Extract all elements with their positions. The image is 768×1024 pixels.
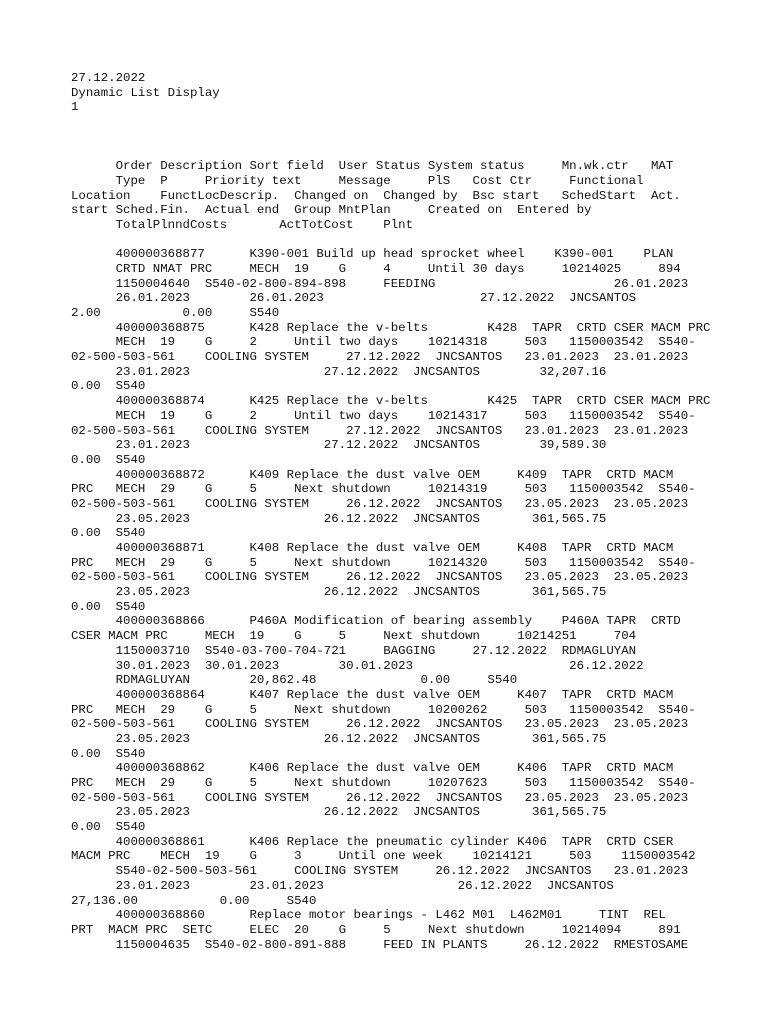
record-line: 23.05.2023 26.12.2022 JNCSANTOS 361,565.75 [71,805,607,820]
page-number: 1 [71,100,79,115]
column-header-line: Location FunctLocDescrip. Changed on Changed by Bsc start SchedStart Act. [71,188,681,203]
record-line: 0.00 S540 [71,526,146,541]
record-line: 27,136.00 0.00 S540 [71,893,317,908]
record-line: PRT MACM PRC SETC ELEC 20 G 5 Next shutdown 10214094 891 [71,922,681,937]
record-line: 1150003710 S540-03-700-704-721 BAGGING 27.12.2022 RDMAGLUYAN [71,643,637,658]
record-line: 02-500-503-561 COOLING SYSTEM 26.12.2022 JNCSANTOS 23.05.2023 23.05.2023 [71,790,689,805]
record-line: MECH 19 G 2 Until two days 10214317 503 1150003542 S540- [71,408,696,423]
record-line: RDMAGLUYAN 20,862.48 0.00 S540 [71,673,518,688]
record-line: CSER MACM PRC MECH 19 G 5 Next shutdown 10214251 704 [71,629,637,644]
record-line: 23.01.2023 23.01.2023 26.12.2022 JNCSANTOS [71,878,614,893]
column-headers [71,159,708,232]
column-header-line: TotalPlnndCosts ActTotCost Plnt [71,217,414,232]
record-line: 400000368871 K408 Replace the dust valve OEM K408 TAPR CRTD MACM [71,541,674,555]
record-line: 400000368860 Replace motor bearings - L462 M01 L462M01 TINT REL [71,908,666,923]
record-line: PRC MECH 29 G 5 Next shutdown 10200262 503 1150003542 S540- [71,702,696,717]
record-line: 0.00 S540 [71,820,146,835]
column-header-line: Order Description Sort field User Status System status Mn.wk.ctr MAT [71,159,674,174]
record-line: PRC MECH 29 G 5 Next shutdown 10214319 503 1150003542 S540- [71,482,696,497]
record-line: 0.00 S540 [71,379,146,394]
record-line: 23.01.2023 27.12.2022 JNCSANTOS 32,207.16 [71,364,607,379]
record-line: 0.00 S540 [71,452,146,467]
record-line: 02-500-503-561 COOLING SYSTEM 27.12.2022 JNCSANTOS 23.01.2023 23.01.2023 [71,423,689,438]
record-line: 26.01.2023 26.01.2023 27.12.2022 JNCSANTOS [71,291,637,306]
record-line: 1150004640 S540-02-800-894-898 FEEDING 26.01.2023 [71,276,689,291]
dynamic-list-report [71,71,711,1024]
record-line: 02-500-503-561 COOLING SYSTEM 27.12.2022 JNCSANTOS 23.01.2023 23.01.2023 [71,350,689,365]
record-line: 400000368872 K409 Replace the dust valve OEM K409 TAPR CRTD MACM [71,467,674,482]
record-line: 02-500-503-561 COOLING SYSTEM 26.12.2022 JNCSANTOS 23.05.2023 23.05.2023 [71,496,689,511]
record-line: 400000368864 K407 Replace the dust valve OEM K407 TAPR CRTD MACM [71,687,674,702]
spacer [71,233,708,248]
record-line: 0.00 S540 [71,599,146,614]
record-line: 400000368861 K406 Replace the pneumatic cylinder K406 TAPR CRTD CSER [71,834,674,849]
record-line: 23.05.2023 26.12.2022 JNCSANTOS 361,565.75 [71,511,607,526]
record-line: MECH 19 G 2 Until two days 10214318 503 1150003542 S540- [71,335,696,350]
record-line: 02-500-503-561 COOLING SYSTEM 26.12.2022 JNCSANTOS 23.05.2023 23.05.2023 [71,570,689,585]
spacer [71,115,708,130]
record-line: 30.01.2023 30.01.2023 30.01.2023 26.12.2022 [71,658,644,673]
record-line: CRTD NMAT PRC MECH 19 G 4 Until 30 days 10214025 894 [71,261,681,276]
record-line: PRC MECH 29 G 5 Next shutdown 10214320 503 1150003542 S540- [71,555,696,570]
record-line: MACM PRC MECH 19 G 3 Until one week 10214121 503 1150003542 [71,849,696,864]
record-line: 400000368866 P460A Modification of bearing assembly P460A TAPR CRTD [71,614,681,629]
column-header-line: Type P Priority text Message PlS Cost Ctr Functional [71,173,644,188]
column-header-line: start Sched.Fin. Actual end Group MntPlan Created on Entered by [71,203,592,218]
report-title: Dynamic List Display [71,85,220,100]
record-line: 400000368862 K406 Replace the dust valve OEM K406 TAPR CRTD MACM [71,761,674,776]
record-line: S540-02-500-503-561 COOLING SYSTEM 26.12.2022 JNCSANTOS 23.01.2023 [71,864,689,879]
record-line: 02-500-503-561 COOLING SYSTEM 26.12.2022 JNCSANTOS 23.05.2023 23.05.2023 [71,717,689,732]
record-line: 2.00 0.00 S540 [71,306,280,320]
record-line: 400000368877 K390-001 Build up head sprocket wheel K390-001 PLAN [71,247,674,262]
record-line: 23.05.2023 26.12.2022 JNCSANTOS 361,565.75 [71,731,607,746]
record-line: PRC MECH 29 G 5 Next shutdown 10207623 503 1150003542 S540- [71,776,696,790]
record-line: 23.01.2023 27.12.2022 JNCSANTOS 39,589.30 [71,438,607,453]
report-date: 27.12.2022 [71,71,146,85]
record-line: 0.00 S540 [71,746,146,761]
record-line: 1150004635 S540-02-800-891-888 FEED IN PLANTS 26.12.2022 RMESTOSAME [71,937,689,952]
record-line: 400000368875 K428 Replace the v-belts K428 TAPR CRTD CSER MACM PRC [71,320,711,335]
record-list [71,247,711,952]
record-line: 400000368874 K425 Replace the v-belts K425 TAPR CRTD CSER MACM PRC [71,394,711,409]
record-line: 23.05.2023 26.12.2022 JNCSANTOS 361,565.75 [71,585,607,600]
spacer [71,130,708,145]
spacer [71,144,708,159]
